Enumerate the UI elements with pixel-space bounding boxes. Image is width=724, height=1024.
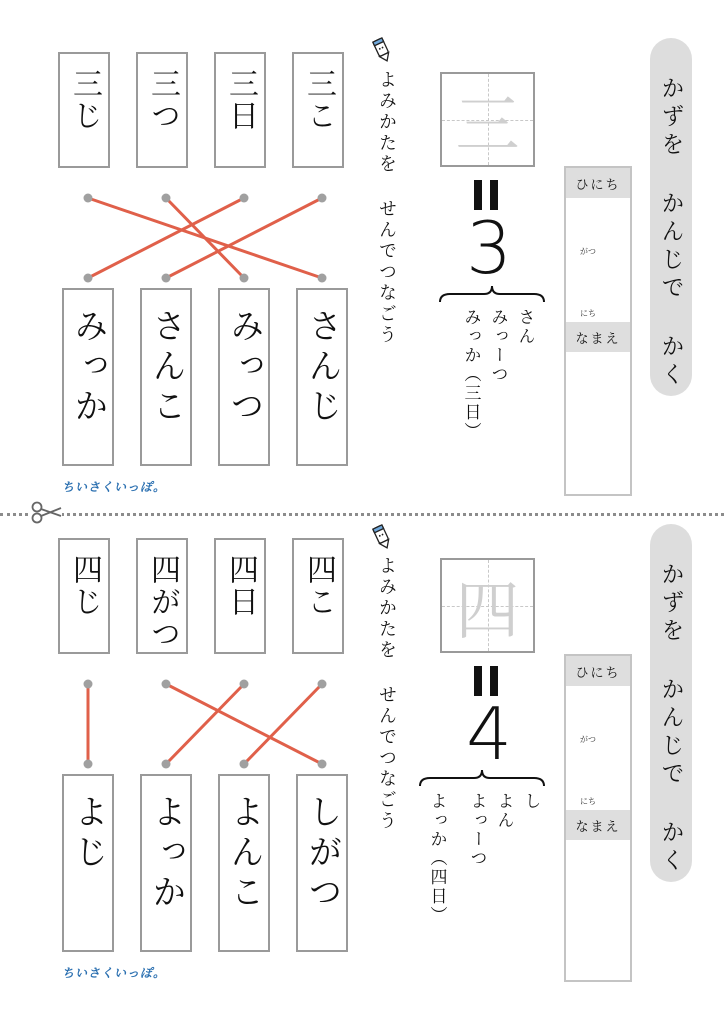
reading-card-label: しがつ <box>302 794 342 914</box>
instruction-text: よみかたを せんでつなごう <box>376 556 397 832</box>
reading-card-2 <box>140 288 192 466</box>
kanji-card-label: 三じ <box>67 68 102 132</box>
reading-2: みっーつ <box>487 308 508 384</box>
dot[interactable] <box>318 194 327 203</box>
reading-card-4 <box>296 774 348 952</box>
reading-card-label: よっか <box>146 794 186 914</box>
kanji-card-3 <box>214 538 266 654</box>
match-line <box>166 198 244 278</box>
dot[interactable] <box>240 274 249 283</box>
dot[interactable] <box>240 760 249 769</box>
dot[interactable] <box>84 194 93 203</box>
trace-kanji: 三 <box>455 88 520 163</box>
dot[interactable] <box>84 680 93 689</box>
instruction-text: よみかたを せんでつなごう <box>376 70 397 346</box>
date-name-box <box>564 654 632 982</box>
worksheet-section-3 <box>0 0 724 500</box>
match-line <box>244 684 322 764</box>
reading-card-2 <box>140 774 192 952</box>
dot[interactable] <box>318 760 327 769</box>
kanji-card-label: 三日 <box>223 68 258 132</box>
reading-card-4 <box>296 288 348 466</box>
dot[interactable] <box>162 274 171 283</box>
kanji-card-4 <box>292 52 344 168</box>
reading-card-label: よんこ <box>224 794 264 914</box>
brace-icon <box>418 768 546 788</box>
numeral: 3 <box>466 206 512 290</box>
month-label: がつ <box>580 247 596 256</box>
reading-card-label: みっつ <box>224 308 264 428</box>
match-line <box>166 198 322 278</box>
pencil-icon <box>370 524 394 550</box>
kanji-card-2 <box>136 52 188 168</box>
reading-card-1 <box>62 774 114 952</box>
kanji-trace-box <box>440 558 535 653</box>
worksheet-title <box>650 524 692 882</box>
worksheet-section-4 <box>0 512 724 1012</box>
reading-1: さん <box>514 308 535 346</box>
dot[interactable] <box>318 680 327 689</box>
kanji-card-label: 四がつ <box>145 554 180 650</box>
reading-card-3 <box>218 288 270 466</box>
reading-1: し <box>520 792 541 811</box>
kanji-card-label: 四じ <box>67 554 102 618</box>
reading-card-label: さんこ <box>146 308 186 428</box>
kanji-card-label: 三つ <box>145 68 180 132</box>
title-text: かずを かんじで かく <box>657 76 684 390</box>
dot[interactable] <box>84 274 93 283</box>
reading-3: みっか（三日） <box>460 308 481 441</box>
kanji-card-3 <box>214 52 266 168</box>
reading-card-label: よじ <box>68 794 108 874</box>
match-line <box>166 684 322 764</box>
kanji-card-2 <box>136 538 188 654</box>
brace-icon <box>438 284 546 304</box>
reading-4: よっか（四日） <box>426 792 447 925</box>
kanji-card-1 <box>58 538 110 654</box>
name-header: なまえ <box>566 322 630 352</box>
day-label[interactable]: にち <box>580 309 596 318</box>
kanji-card-1 <box>58 52 110 168</box>
brand-logo: ちいさくいっぽ。 <box>62 966 167 980</box>
reading-card-1 <box>62 288 114 466</box>
month-label: がつ <box>580 735 596 744</box>
match-line <box>88 198 244 278</box>
reading-2: よん <box>493 792 514 830</box>
kanji-card-label: 四日 <box>223 554 258 618</box>
dot[interactable] <box>162 760 171 769</box>
date-header: ひにち <box>566 168 630 198</box>
reading-card-label: みっか <box>68 308 108 428</box>
dot[interactable] <box>84 760 93 769</box>
numeral: 4 <box>466 692 512 776</box>
dot[interactable] <box>240 680 249 689</box>
match-line <box>88 198 322 278</box>
pencil-icon <box>370 37 394 63</box>
dot[interactable] <box>162 194 171 203</box>
date-header: ひにち <box>566 656 630 686</box>
title-text: かずを かんじで かく <box>657 562 684 876</box>
name-header: なまえ <box>566 810 630 840</box>
dot[interactable] <box>318 274 327 283</box>
match-line <box>166 684 244 764</box>
dot[interactable] <box>162 680 171 689</box>
day-label: にち <box>580 797 596 806</box>
trace-kanji: 四 <box>455 574 520 649</box>
worksheet-title <box>650 38 692 396</box>
date-name-box <box>564 166 632 496</box>
reading-card-label: さんじ <box>302 308 342 428</box>
reading-3: よっーつ <box>466 792 487 868</box>
dot[interactable] <box>240 194 249 203</box>
kanji-card-label: 三こ <box>301 68 336 132</box>
kanji-trace-box <box>440 72 535 167</box>
kanji-card-4 <box>292 538 344 654</box>
brand-logo: ちいさくいっぽ。 <box>62 480 167 494</box>
kanji-card-label: 四こ <box>301 554 336 618</box>
reading-card-3 <box>218 774 270 952</box>
